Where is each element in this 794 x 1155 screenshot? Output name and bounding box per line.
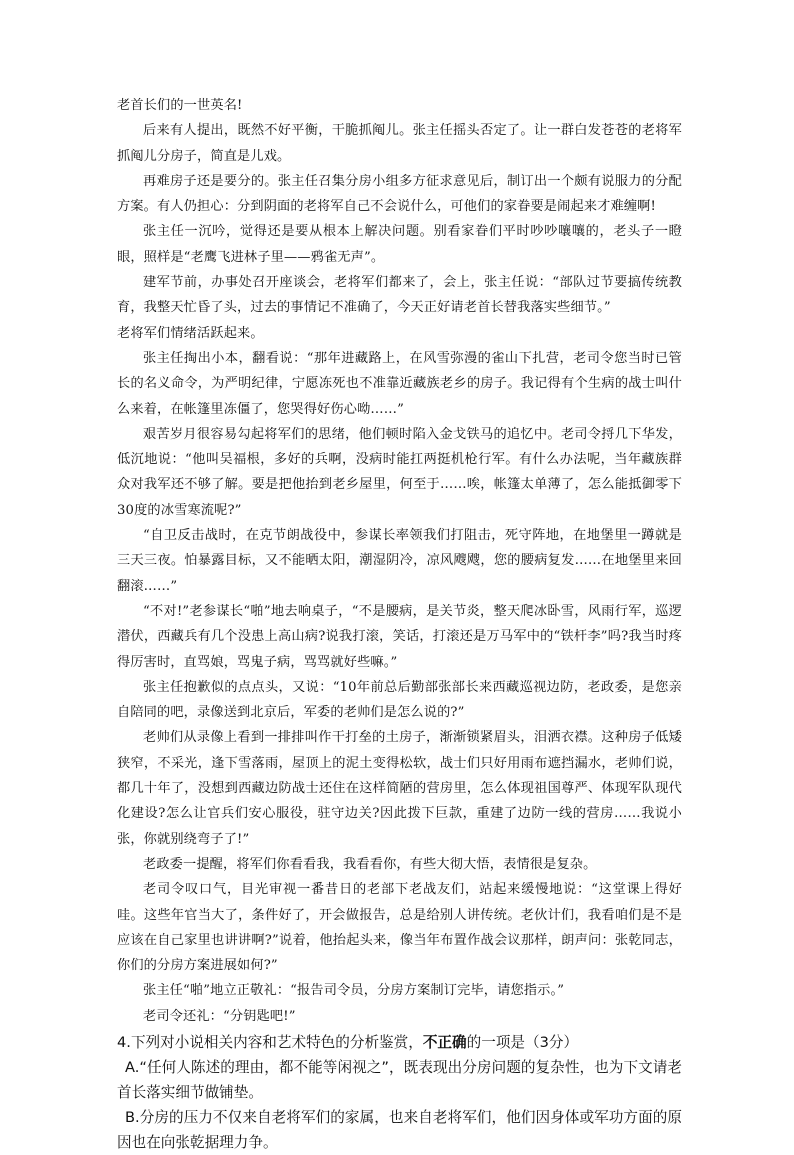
question-stem-emphasis: 不正确 [422, 1033, 467, 1051]
question-stem-before: 下列对小说相关内容和艺术特色的分析鉴赏， [130, 1033, 423, 1051]
story-paragraph: 老首长们的一世英名! [117, 98, 243, 113]
option-b: B.分房的压力不仅来自老将军们的家属，也来自老将军们，他们因身体或军功方面的原因也在向张乾据理力争。 [117, 1108, 682, 1151]
story-text [117, 93, 682, 1029]
story-paragraph: “不对!”老参谋长“啪”地去响桌子，“不是腰病，是关节炎，整天爬冰卧雪，风雨行军，巡逻潜伏，西藏兵有几个没患上高山病?说我打滚，笑话，打滚还是万马军中的“铁杆李”吗?我当时疼得厉害时，直骂娘，骂鬼子病，骂骂就好些嘛。” [117, 603, 682, 670]
story-paragraph: 张主任抱歉似的点点头，又说：“10年前总后勤部张部长来西藏巡视边防，老政委，是您亲自陪同的吧，录像送到北京后，军委的老帅们是怎么说的?” [117, 679, 682, 721]
story-paragraph: 艰苦岁月很容易勾起将军们的思绪，他们顿时陷入金戈铁马的追忆中。老司令捋几下华发，低沉地说：“他叫吴福根，多好的兵啊，没病时能扛两挺机枪行军。有什么办法呢，当年藏族群众对我军还不够了解。要是把他抬到老乡屋里，何至于……唉，帐篷太单薄了，怎么能抵御零下30度的冰雪寒流呢?” [117, 426, 682, 518]
story-paragraph: 张主任掏出小本，翻看说：“那年进藏路上，在风雪弥漫的雀山下扎营，老司令您当时已管长的名义命令，为严明纪律，宁愿冻死也不准靠近藏族老乡的房子。我记得有个生病的战士叫什么来着，在帐篷里冻僵了，您哭得好伤心呦……” [117, 350, 682, 417]
story-paragraph: 老将军们情绪活跃起来。 [117, 325, 264, 341]
document-content [117, 93, 682, 1155]
option-a: A.“任何人陈述的理由，都不能等闲视之”，既表现出分房问题的复杂性，也为下文请老首长落实细节做铺垫。 [117, 1058, 682, 1101]
story-paragraph: 张主任“啪”地立正敬礼：“报告司令员，分房方案制订完毕，请您指示。” [143, 983, 565, 999]
story-paragraph: 建军节前，办事处召开座谈会，老将军们都来了，会上，张主任说：“部队过节要搞传统教育，我整天忙昏了头，过去的事情记不准确了，今天正好请老首长替我落实些细节。” [117, 275, 682, 316]
story-paragraph: 张主任一沉吟，觉得还是要从根本上解决问题。别看家眷们平时吵吵嚷嚷的，老头子一瞪眼，照样是“老鹰飞进林子里——鸦雀无声”。 [117, 224, 682, 265]
story-paragraph: 老司令还礼：“分钥匙吧!” [143, 1008, 296, 1024]
story-paragraph: 后来有人提出，既然不好平衡，干脆抓阄儿。张主任摇头否定了。让一群白发苍苍的老将军抓阄儿分房子，简直是儿戏。 [117, 123, 682, 164]
story-paragraph: 老政委一提醒，将军们你看看我，我看看你，有些大彻大悟，表情很是复杂。 [143, 856, 597, 872]
question-number: 4. [117, 1033, 131, 1051]
story-paragraph: 老帅们从录像上看到一排排叫作干打垒的土房子，渐渐锁紧眉头，泪洒衣襟。这种房子低矮狭窄，不采光，逢下雪落雨，屋顶上的泥土变得松软，战士们只好用雨布遮挡漏水，老帅们说，都几十年了，没想到西藏边防战士还住在这样简陋的营房里，怎么体现祖国尊严、体现军队现代化建设?怎么让官兵们安心服役，驻守边关?因此拨下巨款，重建了边防一线的营房……我说小张，你就别绕弯子了!” [117, 730, 682, 847]
story-paragraph: “自卫反击战时，在克节朗战役中，参谋长率领我们打阻击，死守阵地，在地堡里一蹲就是三天三夜。怕暴露目标，又不能晒太阳，潮湿阴冷，凉风飕飕，您的腰病复发……在地堡里来回翻滚……” [117, 528, 682, 594]
question-stem-after: 的一项是（3分） [466, 1033, 579, 1051]
question-4 [117, 1031, 682, 1155]
question-stem [117, 1031, 682, 1055]
story-paragraph: 再难房子还是要分的。张主任召集分房小组多方征求意见后，制订出一个颇有说服力的分配方案。有人仍担心：分到阴面的老将军自己不会说什么，可他们的家眷要是闹起来才难缠啊! [117, 173, 682, 215]
story-paragraph: 老司令叹口气，目光审视一番昔日的老部下老战友们，站起来缓慢地说：“这堂课上得好哇。这些年官当大了，条件好了，开会做报告，总是给别人讲传统。老伙计们，我看咱们是不是应该在自己家里也讲讲啊?”说着，他抬起头来，像当年布置作战会议那样，朗声问：张乾同志，你们的分房方案进展如何?” [117, 882, 682, 974]
